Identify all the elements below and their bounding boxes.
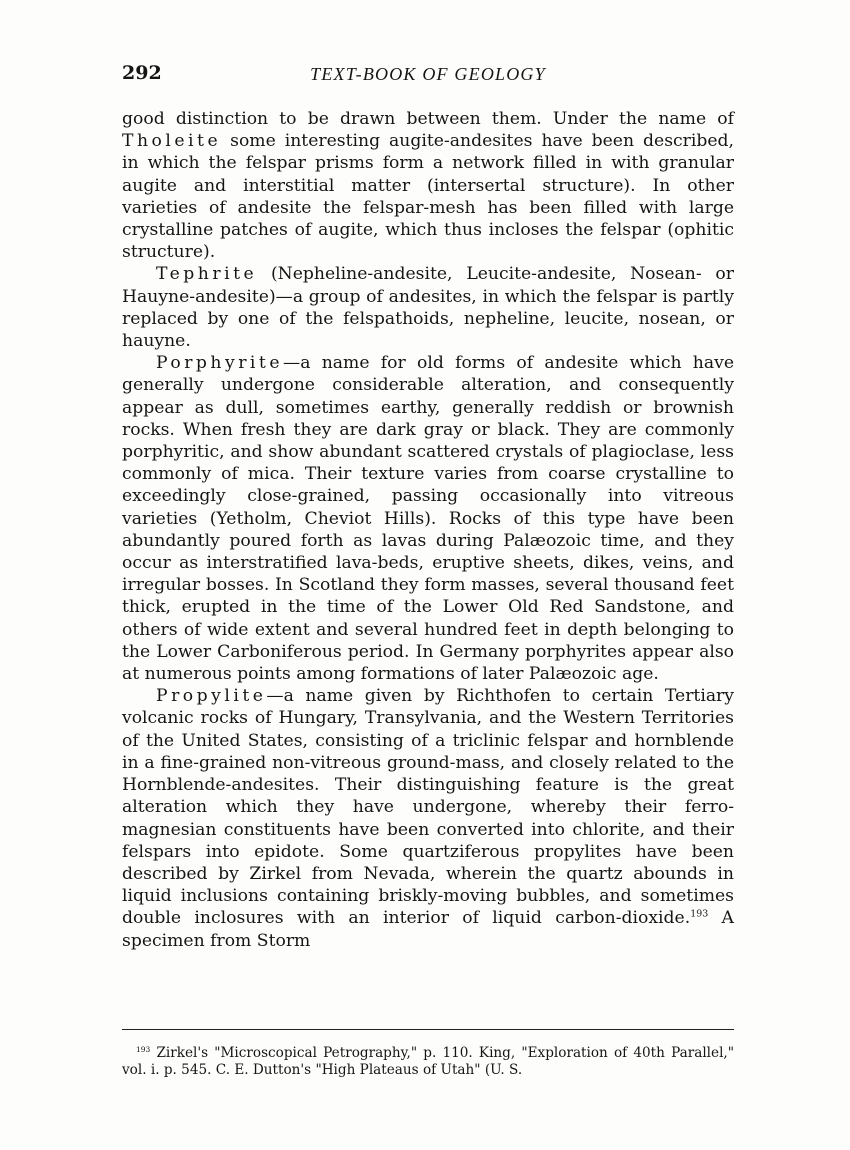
paragraph-text: A specimen from Storm <box>122 908 734 951</box>
paragraph-text: (Nepheline-andesite, Leucite-andesite, Nosean- or Hauyne-andesite)—a group of andesites, in which the felspar is partly replaced by one of the felspathoids, nepheline, leucite, nosean, or hauyne. <box>122 264 734 352</box>
footnote <box>122 1045 734 1079</box>
paragraph-tephrite <box>122 263 734 352</box>
footnote-divider <box>122 1029 734 1030</box>
page-number: 292 <box>122 62 162 84</box>
footnote-marker: 193 <box>136 1044 151 1054</box>
paragraph-text: —a name for old forms of andesite which have generally undergone considerable alteration, and consequently appear as dull, sometimes earthy, generally reddish or brownish rocks. When fresh they are dark gray or black. They are commonly porphyritic, and show abundant scattered crystals of plagioclase, less commonly of mica. Their texture varies from coarse crystalline to exceedingly close-grained, passing occasionally into vitreous varieties (Yetholm, Cheviot Hills). Rocks of this type have been abundantly poured forth as lavas during Palæozoic time, and they occur as interstratified lava-beds, eruptive sheets, dikes, veins, and irregular bosses. In Scotland they form masses, several thousand feet thick, erupted in the time of the Lower Old Red Sandstone, and others of wide extent and several hundred feet in depth belonging to the Lower Carboniferous period. In Germany porphyrites appear also at numerous points among formations of later Palæozoic age. <box>122 353 734 685</box>
page-header <box>122 62 734 92</box>
paragraph-text: some interesting augite-andesites have been described, in which the felspar prisms form a network filled in with granular augite and interstitial matter (intersertal structure). In other varieties of andesite the felspar-mesh has been filled with large crystalline patches of augite, which thus incloses the felspar (ophitic structure). <box>122 131 734 263</box>
term-tephrite: Tephrite <box>156 264 258 285</box>
paragraph-tholeite <box>122 108 734 263</box>
running-head: TEXT-BOOK OF GEOLOGY <box>310 64 546 84</box>
term-propylite: Propylite <box>156 686 267 707</box>
paragraph-text: good distinction to be drawn between them. Under the name of <box>122 109 734 129</box>
footnote-reference: 193 <box>690 908 709 920</box>
term-tholeite: Tholeite <box>122 131 222 152</box>
paragraph-text: —a name given by Richthofen to certain Tertiary volcanic rocks of Hungary, Transylvania, and the Western Territories of the United States, consisting of a triclinic felspar and hornblende in a fine-grained non-vitreous ground-mass, and closely related to the Hornblende-andesites. Their distinguishing feature is the great alteration which they have undergone, whereby their ferro-magnesian constituents have been converted into chlorite, and their felspars into epidote. Some quartziferous propylites have been described by Zirkel from Nevada, wherein the quartz abounds in liquid inclusions containing briskly-moving bubbles, and sometimes double inclosures with an interior of liquid carbon-dioxide. <box>122 686 734 929</box>
paragraph-porphyrite <box>122 352 734 685</box>
body-text <box>122 108 734 952</box>
paragraph-propylite <box>122 685 734 951</box>
term-porphyrite: Porphyrite <box>156 353 284 374</box>
footnote-text: Zirkel's "Microscopical Petrography," p. 110. King, "Exploration of 40th Parallel," vol. i. p. 545. C. E. Dutton's "High Plateaus of Utah" (U. S. <box>122 1045 734 1078</box>
